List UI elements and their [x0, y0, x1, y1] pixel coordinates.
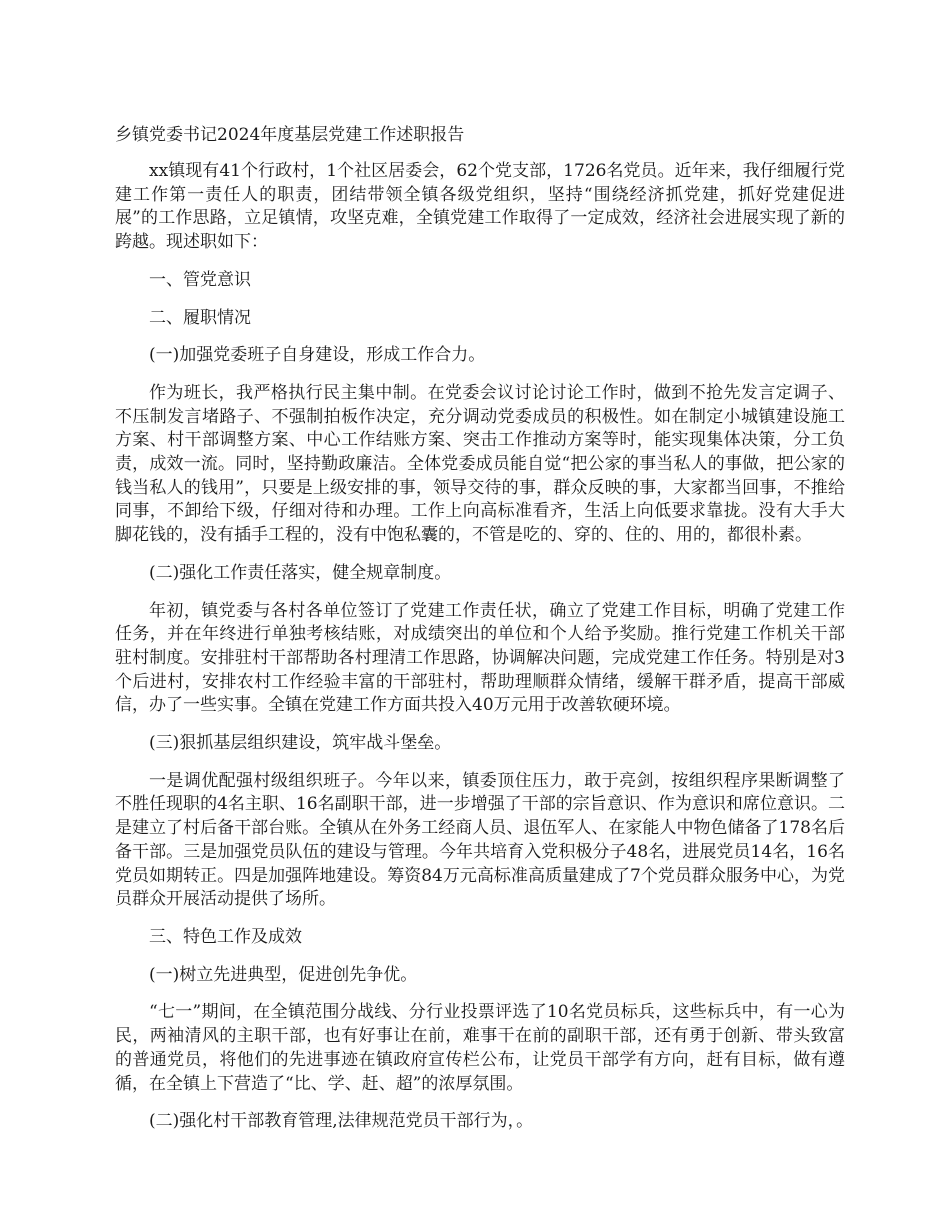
paragraph-2-1: 作为班长，我严格执行民主集中制。在党委会议讨论讨论工作时，做到不抢先发言定调子、不压制发言堵路子、不强制拍板作决定，充分调动党委成员的积极性。如在制定小城镇建设施工方案、村干部调整方案、中心工作结账方案、突击工作推动方案等时，能实现集体决策，分工负责，成效一流。同时，坚持勤政廉洁。全体党委成员能自觉“把公家的事当私人的事做，把公家的钱当私人的钱用”，只要是上级安排的事，领导交待的事，群众反映的事，大家都当回事，不推给同事，不卸给下级，仔细对待和办理。工作上向高标准看齐，生活上向低要求靠拢。没有大手大脚花钱的，没有插手工程的，没有中饱私囊的，不管是吃的、穿的、住的、用的，都很朴素。 — [115, 382, 845, 546]
document-title: 乡镇党委书记2024年度基层党建工作述职报告 — [115, 125, 465, 145]
section-heading-2: 二、履职情况 — [149, 307, 251, 328]
paragraph-2-3: 一是调优配强村级组织班子。今年以来，镇委顶住压力，敢于亮剑，按组织程序果断调整了不胜任现职的4名主职、16名副职干部，进一步增强了干部的宗旨意识、作为意识和席位意识。二是建立了村后备干部台账。全镇从在外务工经商人员、退伍军人、在家能人中物色储备了178名后备干部。三是加强党员队伍的建设与管理。今年共培育入党积极分子48名，进展党员14名，16名党员如期转正。四是加强阵地建设。筹资84万元高标准高质量建成了7个党员群众服务中心，为党员群众开展活动提供了场所。 — [115, 770, 845, 910]
section-heading-3: 三、特色工作及成效 — [149, 926, 302, 947]
intro-paragraph: xx镇现有41个行政村，1个社区居委会，62个党支部，1726名党员。近年来，我仔细履行党建工作第一责任人的职责，团结带领全镇各级党组织，坚持“围绕经济抓党建，抓好党建促进展”的工作思路，立足镇情，攻坚克难，全镇党建工作取得了一定成效，经济社会进展实现了新的跨越。现述职如下： — [115, 161, 845, 253]
subsection-heading-2-3: (三)狠抓基层组织建设，筑牢战斗堡垒。 — [149, 733, 452, 754]
paragraph-3-1: “七一”期间，在全镇范围分战线、分行业投票评选了10名党员标兵，这些标兵中，有一心为民，两袖清风的主职干部，也有好事让在前，难事干在前的副职干部，还有勇于创新、带头致富的普通党员，将他们的先进事迹在镇政府宣传栏公布，让党员干部学有方向，赶有目标，做有遵循，在全镇上下营造了“比、学、赶、超”的浓厚氛围。 — [115, 1002, 845, 1094]
subsection-heading-2-1: (一)加强党委班子自身建设，形成工作合力。 — [149, 345, 486, 366]
subsection-heading-2-2: (二)强化工作责任落实，健全规章制度。 — [149, 562, 452, 583]
paragraph-2-2: 年初，镇党委与各村各单位签订了党建工作责任状，确立了党建工作目标，明确了党建工作任务，并在年终进行单独考核结账，对成绩突出的单位和个人给予奖励。推行党建工作机关干部驻村制度。安排驻村干部帮助各村理清工作思路，协调解决问题，完成党建工作任务。特别是对3个后进村，安排农村工作经验丰富的干部驻村，帮助理顺群众情绪，缓解干群矛盾，提高干部威信，办了一些实事。全镇在党建工作方面共投入40万元用于改善软硬环境。 — [115, 600, 845, 716]
subsection-heading-3-2: (二)强化村干部教育管理,法律规范党员干部行为，。 — [149, 1111, 534, 1132]
subsection-heading-3-1: (一)树立先进典型，促进创先争优。 — [149, 964, 418, 985]
document-body — [115, 160, 845, 1148]
section-heading-1: 一、管党意识 — [149, 269, 251, 290]
